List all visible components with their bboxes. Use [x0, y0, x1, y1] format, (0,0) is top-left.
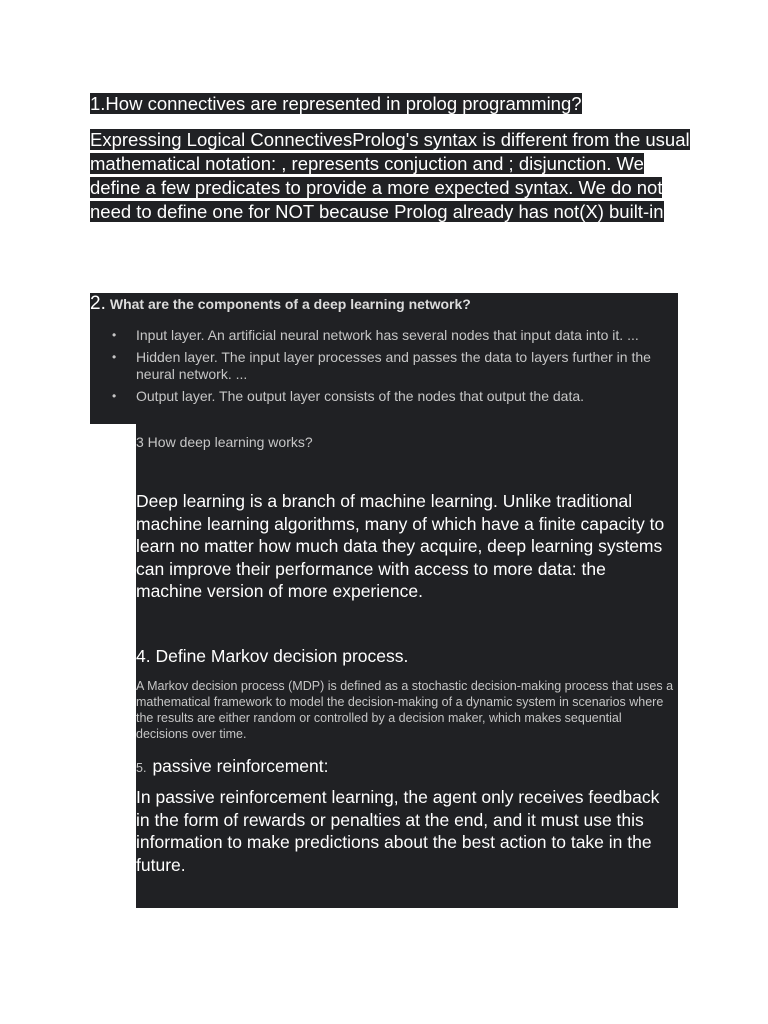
list-item-text: Hidden layer. The input layer processes and passes the data to layers further in the neural network. ...	[136, 349, 651, 382]
question-5-number: 5.	[136, 761, 147, 775]
answer-3-paragraph: Deep learning is a branch of machine learning. Unlike traditional machine learning algorithms, many of which have a finite capacity to learn no matter how much data they acquire, deep learning systems can improve their performance with access to more data: the machine version of more experience.	[136, 491, 665, 601]
question-3-heading: 3 How deep learning works?	[136, 434, 313, 450]
answer-1-paragraph	[90, 128, 690, 224]
list-item-text: Input layer. An artificial neural network has several nodes that input data into it. ...	[136, 327, 639, 343]
question-4-heading: 4. Define Markov decision process.	[136, 646, 409, 666]
list-item-text: Output layer. The output layer consists of the nodes that output the data.	[136, 388, 585, 404]
question-1-text: 1.How connectives are represented in prolog programming?	[90, 93, 582, 114]
answer-1-text: Expressing Logical ConnectivesProlog's syntax is different from the usual mathematical notation: , represents conjuction and ; disjunction. We define a few predicates to provide a more expected syntax. We do not need to define one for NOT because Prolog already has not(X) built-in	[90, 129, 690, 222]
question-2-heading	[90, 293, 471, 315]
list-item	[112, 349, 662, 383]
answer-5-paragraph: In passive reinforcement learning, the agent only receives feedback in the form of rewards or penalties at the end, and it must use this information to make predictions about the best action to take in the future.	[136, 787, 660, 875]
list-item	[112, 388, 662, 405]
bullet-icon: •	[112, 389, 117, 403]
question-5-text: passive reinforcement:	[152, 756, 329, 776]
question-2-number: 2.	[90, 293, 106, 314]
question-2-text: What are the components of a deep learning network?	[109, 296, 471, 312]
question-5-heading	[136, 756, 329, 777]
list-item	[112, 327, 662, 344]
bullet-icon: •	[112, 328, 117, 342]
answer-4-paragraph: A Markov decision process (MDP) is defined as a stochastic decision-making process that uses a mathematical framework to model the decision-making of a dynamic system in scenarios where the results are either random or controlled by a decision maker, which makes sequential decisions over time.	[136, 679, 674, 741]
bullet-icon: •	[112, 350, 117, 364]
components-list	[112, 327, 662, 410]
question-1-heading	[90, 93, 582, 115]
